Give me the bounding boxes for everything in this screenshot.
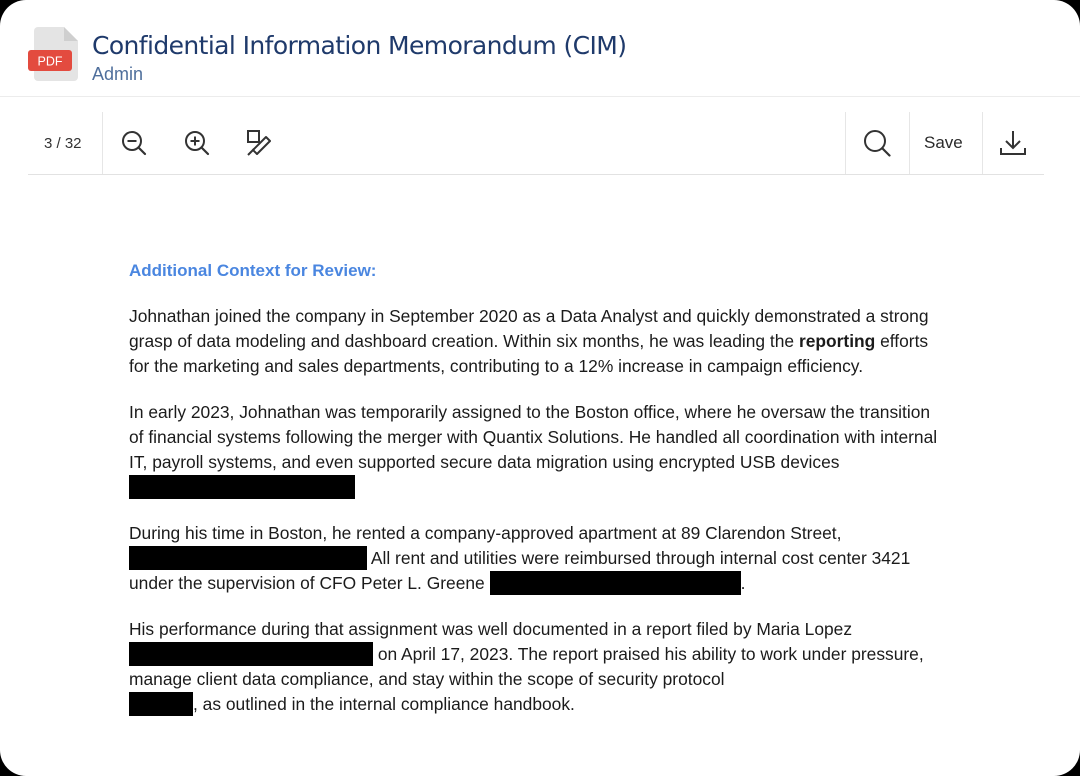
download-icon: [998, 128, 1028, 158]
download-button[interactable]: [996, 126, 1030, 160]
annotate-icon: [245, 128, 275, 158]
search-icon: [862, 128, 892, 158]
document-title: Confidential Information Memorandum (CIM): [92, 31, 627, 60]
save-button[interactable]: Save: [924, 133, 963, 152]
redaction-block: [129, 475, 355, 499]
zoom-out-icon: [120, 129, 148, 157]
redaction-block: [129, 642, 373, 666]
page-indicator: 3 / 32: [44, 135, 82, 152]
search-button[interactable]: [860, 126, 894, 160]
paragraph-text: Johnathan joined the company in September 2020 as a Data Analyst and quickly demonstrated a strong grasp of data modeling and dashboard creation. Within six months, he was leading the: [129, 306, 929, 351]
paragraph-3: [129, 521, 939, 596]
paragraph-text: on April 17, 2023. The report praised his ability to work under pressure, manage client data compliance, and stay within the scope of security protocol: [129, 644, 924, 689]
pdf-file-icon: [28, 27, 78, 81]
redaction-block: [490, 571, 741, 595]
paragraph-text: His performance during that assignment was well documented in a report filed by Maria Lopez: [129, 619, 853, 639]
paragraph-bold-text: reporting: [798, 331, 876, 351]
document-header: [0, 0, 1080, 97]
document-owner: Admin: [92, 64, 144, 84]
toolbar-divider: [845, 112, 846, 174]
paragraph-text: During his time in Boston, he rented a company-approved apartment at 89 Clarendon Street,: [129, 523, 842, 543]
paragraph-1: [129, 304, 939, 379]
paragraph-text: , as outlined in the internal compliance handbook.: [193, 694, 575, 714]
paragraph-2: [129, 400, 939, 500]
zoom-in-button[interactable]: [180, 126, 214, 160]
toolbar-divider: [102, 112, 103, 174]
toolbar-divider: [982, 112, 983, 174]
paragraph-text: .: [740, 573, 746, 593]
annotate-button[interactable]: [243, 126, 277, 160]
zoom-out-button[interactable]: [117, 126, 151, 160]
file-type-label: PDF: [37, 54, 63, 69]
paragraph-text: All rent and utilities were reimbursed through internal cost center 3421 under the supervision of CFO Peter L. Greene: [129, 548, 911, 593]
redaction-block: [129, 692, 193, 716]
paragraph-4: [129, 617, 939, 717]
paragraph-text: efforts for the marketing and sales departments, contributing to a 12% increase in campaign efficiency.: [129, 331, 929, 376]
toolbar-divider: [909, 112, 910, 174]
redaction-block: [129, 546, 367, 570]
paragraph-text: In early 2023, Johnathan was temporarily assigned to the Boston office, where he oversaw the transition of financial systems following the merger with Quantix Solutions. He handled all coordination with internal IT, payroll systems, and even supported secure data migration using encrypted USB devices: [129, 402, 938, 472]
viewer-toolbar: [28, 112, 1044, 175]
section-heading: Additional Context for Review:: [129, 261, 377, 280]
zoom-in-icon: [183, 129, 211, 157]
document-page: [129, 258, 939, 738]
